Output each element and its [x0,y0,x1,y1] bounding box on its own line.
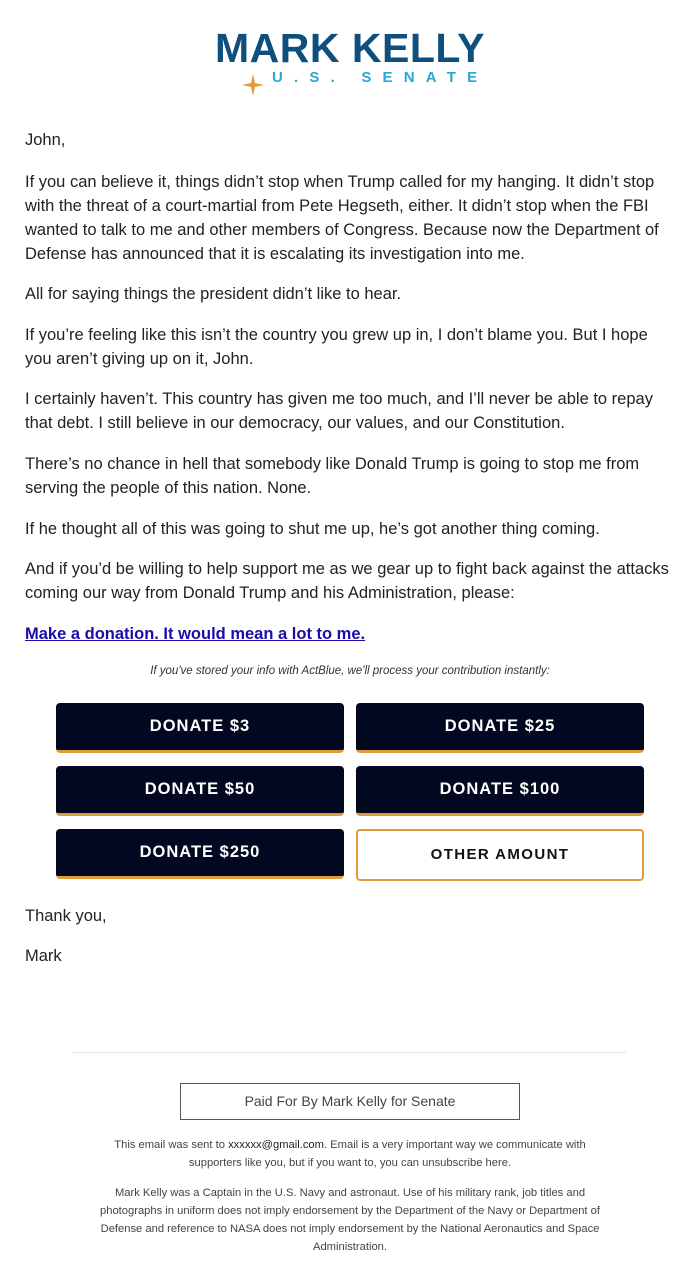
sent-to-notice [95,1136,605,1172]
paragraph-1: If you can believe it, things didn’t stop when Trump called for my hanging. It didn’t stop with the threat of a court-martial from Pete Hegseth, either. It didn’t stop when the FBI wanted to talk to me and other members of Congress. Because now the Department of Defense has announced that it is escalating its investigation into me. [25,173,659,263]
sent-to-suffix: . Email is a very important way we communicate with supporters like you, but if you want to, you can unsubscribe here. [188,1139,586,1169]
actblue-note: If you've stored your info with ActBlue, we'll process your contribution instantly: [150,665,550,677]
donate-100-button[interactable]: DONATE $100 [356,766,644,816]
donate-250-button[interactable]: DONATE $250 [56,829,344,879]
closing: Thank you, [25,907,107,925]
donate-25-button[interactable]: DONATE $25 [356,703,644,753]
email-header [0,25,700,91]
star-icon [242,74,264,96]
logo-subtitle-text: U.S. SENATE [272,69,489,86]
legal-disclaimer: Mark Kelly was a Captain in the U.S. Navy and astronaut. Use of his military rank, job titles and photographs in uniform does not imply endorsement by the Department of the Navy or Department of Defense and reference to NASA does not imply endorsement by the National Aeronautics and Space Administration. [100,1187,600,1253]
paragraph-7: And if you’d be willing to help support me as we gear up to fight back against the attacks coming our way from Donald Trump and his Administration, please: [25,560,669,602]
greeting: John, [25,131,66,149]
signature: Mark [25,947,62,965]
donation-link[interactable]: Make a donation. It would mean a lot to me. [25,625,366,643]
footer-divider [73,1052,626,1053]
recipient-email: xxxxxx@gmail.com [228,1139,324,1151]
paragraph-2: All for saying things the president didn’t like to hear. [25,285,402,303]
donate-50-button[interactable]: DONATE $50 [56,766,344,816]
logo-name-text: MARK KELLY [215,25,485,71]
sent-to-prefix: This email was sent to [114,1139,229,1151]
paragraph-6: If he thought all of this was going to shut me up, he’s got another thing coming. [25,520,600,538]
mark-kelly-logo [200,25,500,86]
paragraph-3: If you’re feeling like this isn’t the country you grew up in, I don’t blame you. But I hope you aren’t giving up on it, John. [25,326,648,368]
paragraph-5: There’s no chance in hell that somebody like Donald Trump is going to stop me from serving the people of this nation. None. [25,455,640,497]
paid-for-disclaimer: Paid For By Mark Kelly for Senate [180,1083,520,1120]
other-amount-button[interactable]: OTHER AMOUNT [356,829,644,881]
donate-3-button[interactable]: DONATE $3 [56,703,344,753]
paragraph-4: I certainly haven’t. This country has given me too much, and I’ll never be able to repay that debt. I still believe in our democracy, our values, and our Constitution. [25,390,653,432]
